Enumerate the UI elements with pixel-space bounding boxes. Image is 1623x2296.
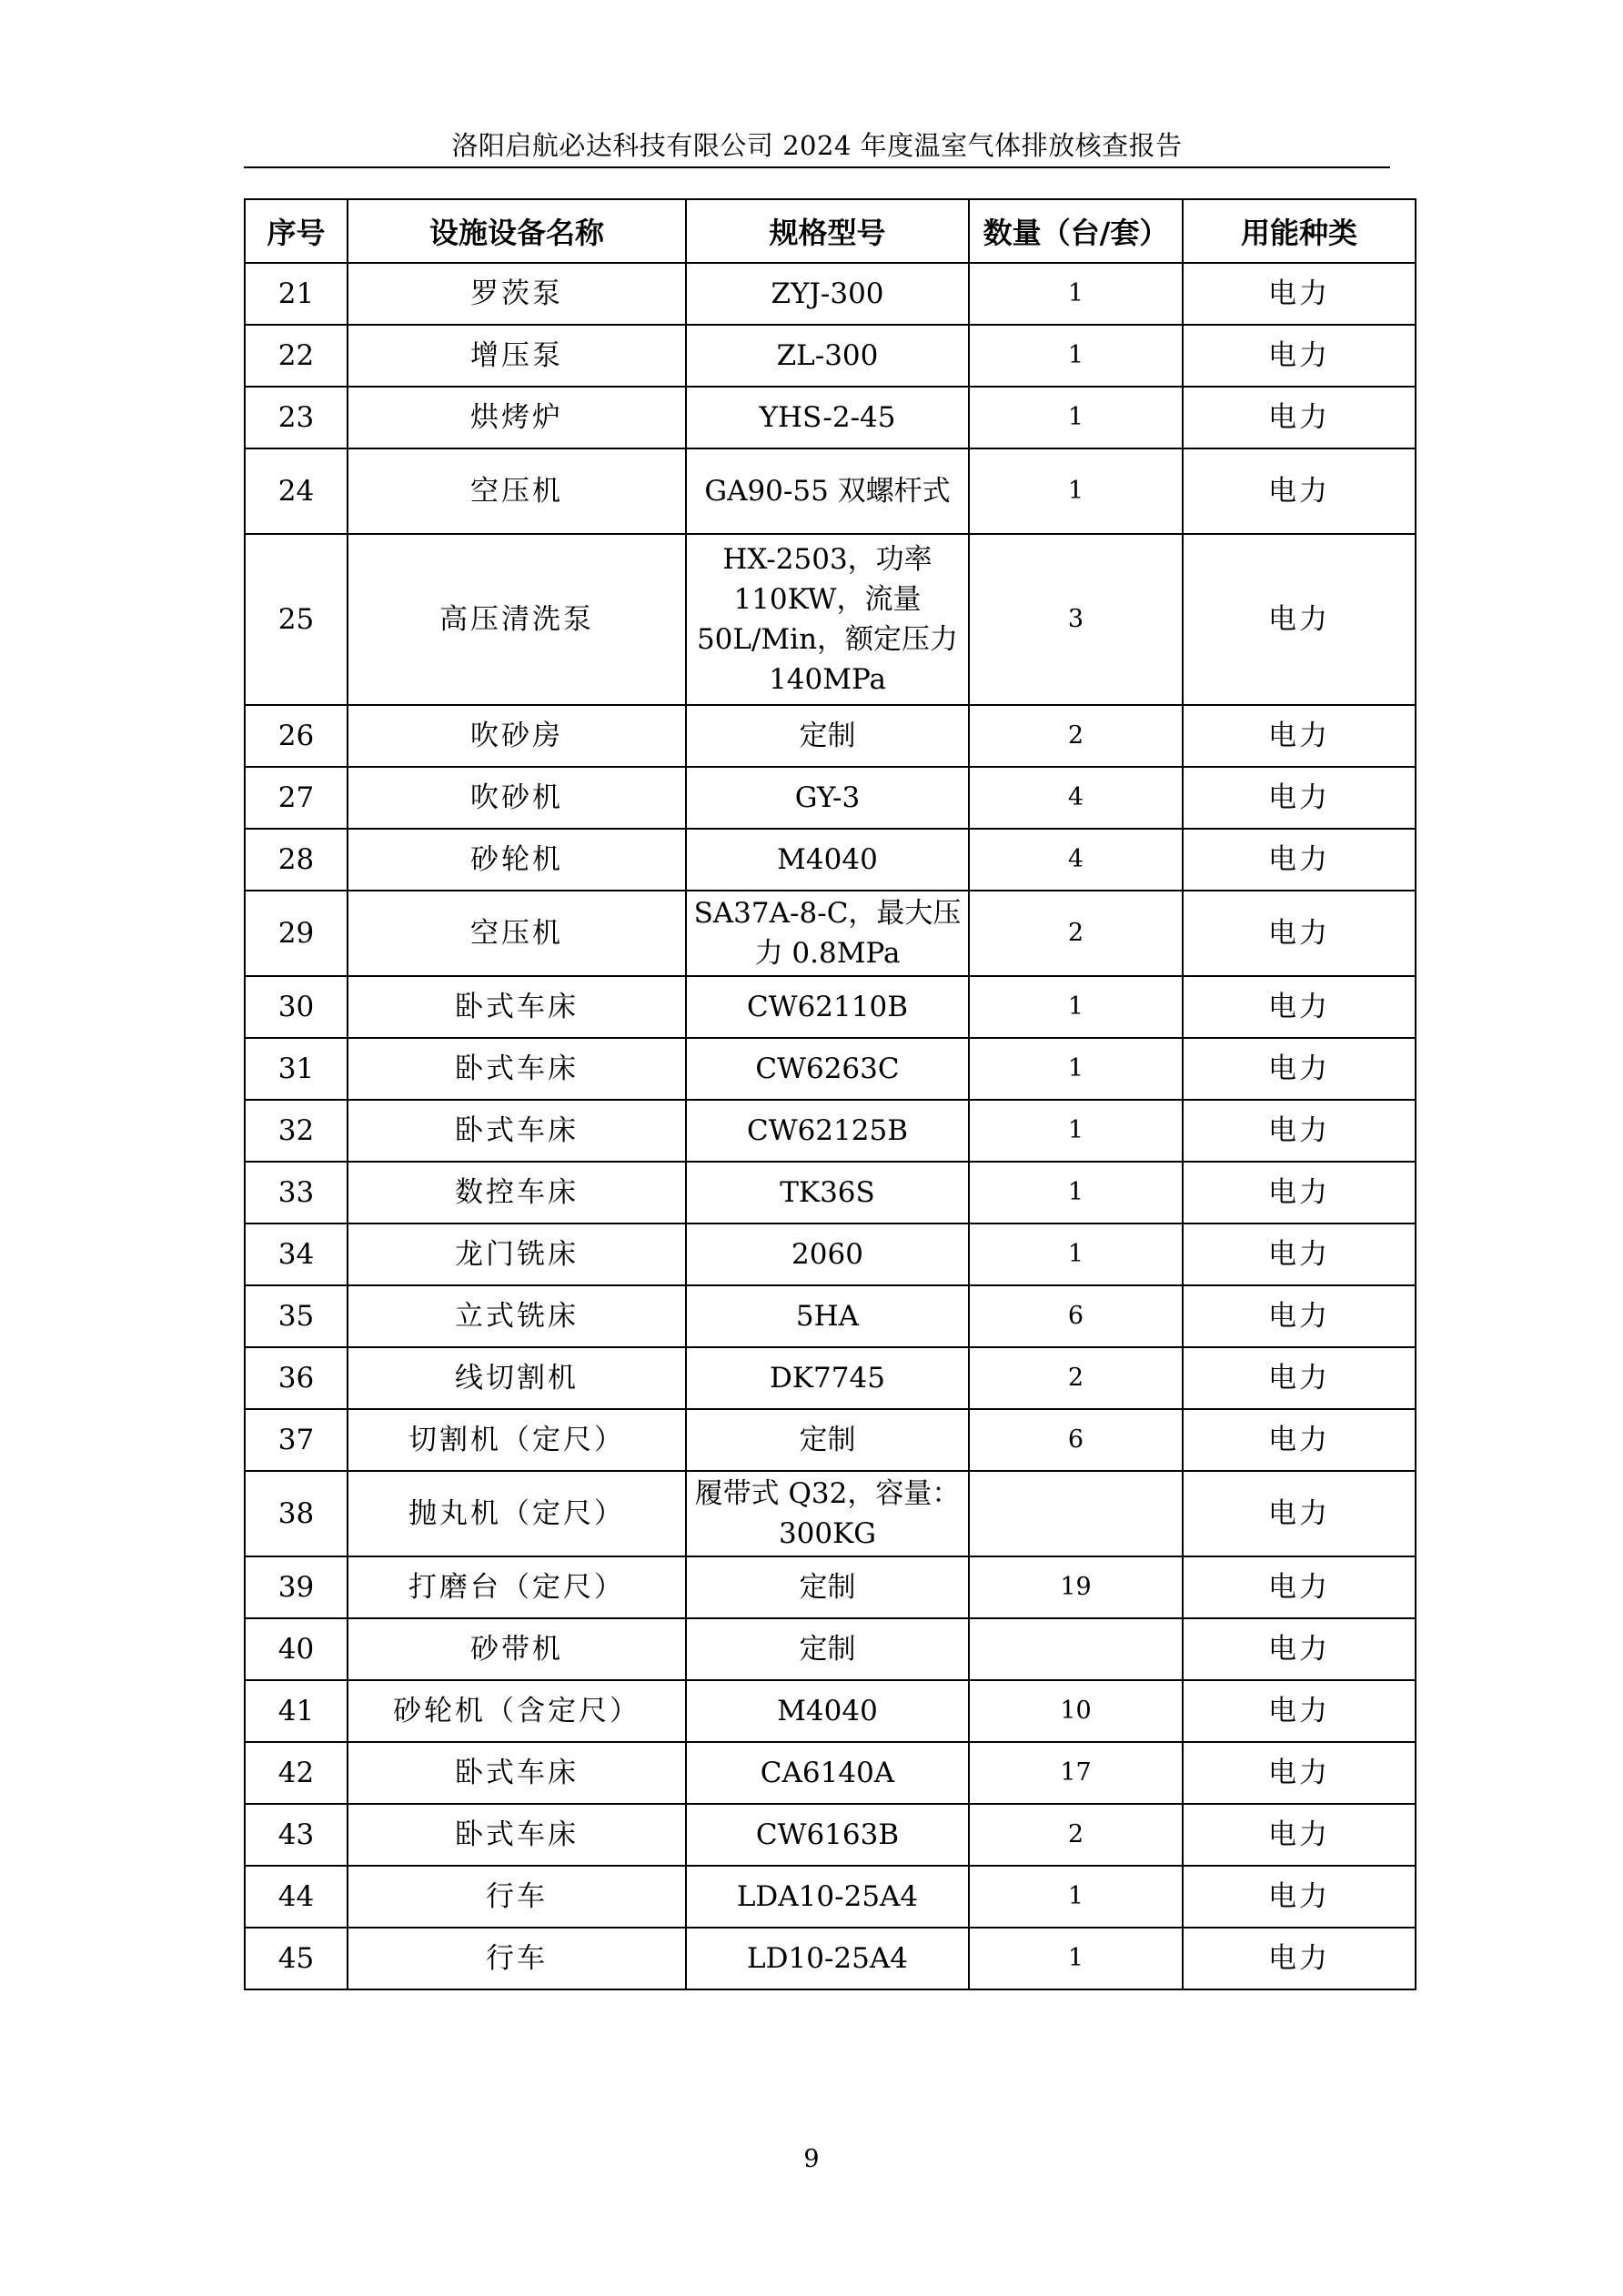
table-row (245, 1804, 1416, 1866)
cell-name: 砂轮机 (348, 829, 686, 891)
cell-qty: 6 (969, 1285, 1183, 1347)
cell-qty: 1 (969, 263, 1183, 325)
cell-qty: 2 (969, 1347, 1183, 1409)
table-body (245, 263, 1416, 1989)
cell-energy: 电力 (1183, 448, 1416, 534)
table-row (245, 1409, 1416, 1471)
cell-model: TK36S (686, 1162, 969, 1224)
table-row (245, 767, 1416, 829)
table-row (245, 1866, 1416, 1928)
cell-energy: 电力 (1183, 1224, 1416, 1285)
cell-no: 31 (245, 1038, 348, 1100)
header-cell-qty: 数量（台/套） (969, 199, 1183, 263)
cell-no: 23 (245, 387, 348, 448)
cell-model: LD10-25A4 (686, 1928, 969, 1989)
cell-name: 砂轮机（含定尺） (348, 1680, 686, 1742)
cell-model: ZYJ-300 (686, 263, 969, 325)
cell-energy: 电力 (1183, 1347, 1416, 1409)
cell-energy: 电力 (1183, 534, 1416, 705)
cell-qty: 2 (969, 1804, 1183, 1866)
cell-energy: 电力 (1183, 1804, 1416, 1866)
cell-model: 定制 (686, 1618, 969, 1680)
cell-model: SA37A-8-C，最大压力 0.8MPa (686, 891, 969, 976)
cell-no: 37 (245, 1409, 348, 1471)
cell-model: LDA10-25A4 (686, 1866, 969, 1928)
cell-energy: 电力 (1183, 1742, 1416, 1804)
report-header-title: 洛阳启航必达科技有限公司 2024 年度温室气体排放核查报告 (451, 130, 1183, 161)
table-header-row (245, 199, 1416, 263)
cell-energy: 电力 (1183, 1471, 1416, 1556)
cell-qty: 4 (969, 767, 1183, 829)
cell-no: 43 (245, 1804, 348, 1866)
table-row (245, 705, 1416, 767)
cell-energy: 电力 (1183, 1680, 1416, 1742)
cell-energy: 电力 (1183, 976, 1416, 1038)
cell-name: 卧式车床 (348, 1742, 686, 1804)
table-row (245, 1928, 1416, 1989)
cell-no: 38 (245, 1471, 348, 1556)
table-row (245, 263, 1416, 325)
cell-name: 卧式车床 (348, 1038, 686, 1100)
cell-model: GY-3 (686, 767, 969, 829)
page-number: 9 (803, 2145, 820, 2173)
table-row (245, 325, 1416, 387)
table-row (245, 1556, 1416, 1618)
cell-name: 卧式车床 (348, 1100, 686, 1162)
cell-name: 切割机（定尺） (348, 1409, 686, 1471)
cell-name: 吹砂机 (348, 767, 686, 829)
cell-no: 35 (245, 1285, 348, 1347)
cell-name: 立式铣床 (348, 1285, 686, 1347)
cell-name: 吹砂房 (348, 705, 686, 767)
cell-name: 卧式车床 (348, 1804, 686, 1866)
cell-model: CA6140A (686, 1742, 969, 1804)
cell-no: 34 (245, 1224, 348, 1285)
cell-model: M4040 (686, 1680, 969, 1742)
header-cell-model: 规格型号 (686, 199, 969, 263)
table-row (245, 1162, 1416, 1224)
cell-no: 42 (245, 1742, 348, 1804)
cell-qty: 1 (969, 448, 1183, 534)
cell-no: 32 (245, 1100, 348, 1162)
cell-qty: 1 (969, 1162, 1183, 1224)
table-row (245, 387, 1416, 448)
cell-name: 烘烤炉 (348, 387, 686, 448)
cell-energy: 电力 (1183, 829, 1416, 891)
cell-model: YHS-2-45 (686, 387, 969, 448)
cell-no: 36 (245, 1347, 348, 1409)
cell-name: 龙门铣床 (348, 1224, 686, 1285)
cell-model: 定制 (686, 1556, 969, 1618)
table-row (245, 534, 1416, 705)
table-row (245, 1618, 1416, 1680)
cell-qty: 1 (969, 1100, 1183, 1162)
cell-energy: 电力 (1183, 263, 1416, 325)
cell-qty: 1 (969, 1038, 1183, 1100)
cell-no: 45 (245, 1928, 348, 1989)
cell-energy: 电力 (1183, 1866, 1416, 1928)
cell-qty: 1 (969, 387, 1183, 448)
cell-name: 高压清洗泵 (348, 534, 686, 705)
cell-no: 39 (245, 1556, 348, 1618)
cell-name: 行车 (348, 1928, 686, 1989)
table-row (245, 448, 1416, 534)
cell-energy: 电力 (1183, 1038, 1416, 1100)
cell-model: ZL-300 (686, 325, 969, 387)
cell-no: 41 (245, 1680, 348, 1742)
cell-model: M4040 (686, 829, 969, 891)
cell-qty: 1 (969, 1224, 1183, 1285)
cell-model: CW62110B (686, 976, 969, 1038)
cell-qty: 1 (969, 976, 1183, 1038)
table-row (245, 1347, 1416, 1409)
cell-energy: 电力 (1183, 387, 1416, 448)
cell-no: 44 (245, 1866, 348, 1928)
cell-qty (969, 1618, 1183, 1680)
cell-name: 卧式车床 (348, 976, 686, 1038)
cell-name: 行车 (348, 1866, 686, 1928)
cell-name: 空压机 (348, 891, 686, 976)
cell-qty: 17 (969, 1742, 1183, 1804)
cell-qty: 19 (969, 1556, 1183, 1618)
equipment-table (244, 198, 1416, 1990)
cell-no: 30 (245, 976, 348, 1038)
cell-model: 履带式 Q32，容量：300KG (686, 1471, 969, 1556)
cell-energy: 电力 (1183, 891, 1416, 976)
cell-name: 打磨台（定尺） (348, 1556, 686, 1618)
cell-model: DK7745 (686, 1347, 969, 1409)
cell-qty: 4 (969, 829, 1183, 891)
table-row (245, 1471, 1416, 1556)
cell-model: 5HA (686, 1285, 969, 1347)
table-row (245, 1285, 1416, 1347)
header-cell-name: 设施设备名称 (348, 199, 686, 263)
cell-no: 33 (245, 1162, 348, 1224)
cell-model: CW6263C (686, 1038, 969, 1100)
cell-no: 27 (245, 767, 348, 829)
cell-no: 26 (245, 705, 348, 767)
cell-qty: 1 (969, 325, 1183, 387)
cell-qty: 1 (969, 1928, 1183, 1989)
cell-no: 24 (245, 448, 348, 534)
cell-qty: 2 (969, 891, 1183, 976)
cell-energy: 电力 (1183, 1285, 1416, 1347)
cell-qty: 6 (969, 1409, 1183, 1471)
cell-name: 线切割机 (348, 1347, 686, 1409)
table-row (245, 891, 1416, 976)
table-row (245, 1224, 1416, 1285)
cell-model: 定制 (686, 705, 969, 767)
cell-name: 砂带机 (348, 1618, 686, 1680)
header-cell-energy: 用能种类 (1183, 199, 1416, 263)
cell-energy: 电力 (1183, 767, 1416, 829)
cell-no: 40 (245, 1618, 348, 1680)
cell-qty (969, 1471, 1183, 1556)
cell-name: 数控车床 (348, 1162, 686, 1224)
cell-energy: 电力 (1183, 1618, 1416, 1680)
cell-qty: 10 (969, 1680, 1183, 1742)
cell-model: CW6163B (686, 1804, 969, 1866)
cell-energy: 电力 (1183, 1556, 1416, 1618)
cell-name: 空压机 (348, 448, 686, 534)
cell-qty: 3 (969, 534, 1183, 705)
cell-model: 2060 (686, 1224, 969, 1285)
table-row (245, 1100, 1416, 1162)
cell-energy: 电力 (1183, 1162, 1416, 1224)
cell-no: 28 (245, 829, 348, 891)
header-cell-no: 序号 (245, 199, 348, 263)
cell-no: 29 (245, 891, 348, 976)
cell-no: 22 (245, 325, 348, 387)
cell-model: HX-2503，功率 110KW，流量 50L/Min，额定压力 140MPa (686, 534, 969, 705)
table-row (245, 1038, 1416, 1100)
table-row (245, 1742, 1416, 1804)
cell-energy: 电力 (1183, 1928, 1416, 1989)
cell-name: 抛丸机（定尺） (348, 1471, 686, 1556)
cell-model: 定制 (686, 1409, 969, 1471)
cell-model: CW62125B (686, 1100, 969, 1162)
table-row (245, 829, 1416, 891)
cell-qty: 2 (969, 705, 1183, 767)
cell-name: 增压泵 (348, 325, 686, 387)
cell-model: GA90-55 双螺杆式 (686, 448, 969, 534)
cell-energy: 电力 (1183, 1409, 1416, 1471)
cell-energy: 电力 (1183, 325, 1416, 387)
cell-no: 25 (245, 534, 348, 705)
table-row (245, 976, 1416, 1038)
cell-energy: 电力 (1183, 1100, 1416, 1162)
cell-energy: 电力 (1183, 705, 1416, 767)
table-row (245, 1680, 1416, 1742)
cell-name: 罗茨泵 (348, 263, 686, 325)
cell-no: 21 (245, 263, 348, 325)
header-divider (244, 166, 1390, 168)
cell-qty: 1 (969, 1866, 1183, 1928)
